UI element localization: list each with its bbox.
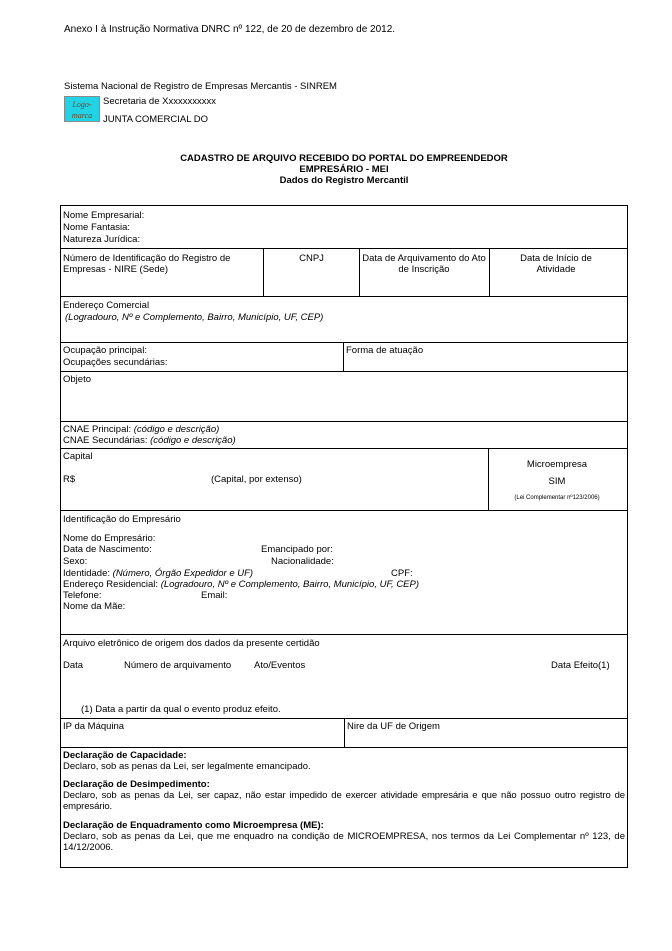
nire-uf-label: Nire da UF de Origem	[347, 721, 440, 732]
decl-capacidade-title: Declaração de Capacidade:	[63, 750, 187, 761]
junta-comercial: JUNTA COMERCIAL DO	[103, 114, 209, 125]
capital-extenso: (Capital, por extenso)	[211, 474, 302, 485]
title-line-2: EMPRESÁRIO - MEI	[299, 164, 389, 175]
logo-text-2: marca	[71, 111, 93, 120]
nire-label: Número de Identificação do Registro de Empresas - NIRE (Sede)	[63, 253, 231, 275]
lei-complementar-note: (Lei Complementar nº123/2006)	[514, 495, 600, 501]
endereco-residencial-label: Endereço Residencial:	[63, 579, 159, 590]
secretaria: Secretaria de Xxxxxxxxxxx	[103, 96, 216, 107]
ident-empresario-label: Identificação do Empresário	[63, 514, 181, 525]
endereco-comercial-label: Endereço Comercial	[63, 300, 150, 311]
decl-desimpedimento-text: Declaro, sob as penas da Lei, ser capaz, não estar impedido de exercer atividade empresária e que não possuo outro registro de empresário.	[63, 790, 625, 812]
data-nascimento-label: Data de Nascimento:	[63, 544, 152, 555]
annex-reference: Anexo I à Instrução Normativa DNRC nº 122, de 20 de dezembro de 2012.	[64, 24, 396, 35]
cnae-secundarias-value: (código e descrição)	[150, 435, 236, 446]
natureza-juridica-label: Natureza Jurídica:	[63, 234, 141, 245]
decl-desimpedimento-title: Declaração de Desimpedimento:	[63, 779, 210, 790]
cnae-principal-label: CNAE Principal:	[63, 424, 132, 435]
sexo-label: Sexo:	[63, 556, 88, 567]
arquivo-eletronico-label: Arquivo eletrônico de origem dos dados da presente certidão	[63, 638, 320, 649]
col-numero-arquivamento: Número de arquivamento	[124, 660, 232, 671]
identidade-value: (Número, Órgão Expedidor e UF)	[112, 568, 254, 579]
ip-maquina-label: IP da Máquina	[63, 721, 125, 732]
system-name: Sistema Nacional de Registro de Empresas Mercantis - SINREM	[64, 81, 337, 92]
cpf-label: CPF:	[391, 568, 413, 579]
cnae-secundarias	[63, 435, 236, 446]
data-inicio-label: Data de Início de Atividade	[520, 253, 592, 275]
logo-placeholder	[64, 96, 100, 122]
title-line-1: CADASTRO DE ARQUIVO RECEBIDO DO PORTAL DO EMPREENDEDOR	[180, 153, 508, 164]
ocupacao-principal-label: Ocupação principal:	[63, 345, 147, 356]
nome-fantasia-label: Nome Fantasia:	[63, 222, 131, 233]
endereco-comercial-detail: (Logradouro, Nº e Complemento, Bairro, Município, UF, CEP)	[65, 312, 324, 323]
title-line-3: Dados do Registro Mercantil	[279, 175, 409, 186]
rs-label: R$	[63, 474, 76, 485]
identidade	[63, 568, 253, 579]
cnae-principal-value: (código e descrição)	[133, 424, 220, 435]
capital-label: Capital	[63, 451, 93, 462]
decl-capacidade-text: Declaro, sob as penas da Lei, ser legalmente emancipado.	[63, 761, 311, 772]
col-ato-eventos: Ato/Eventos	[254, 660, 306, 671]
nacionalidade-label: Nacionalidade:	[271, 556, 334, 567]
decl-me-text: Declaro, sob as penas da Lei, que me enquadro na condição de MICROEMPRESA, nos termos da Lei Complementar nº 123, de 14/12/2006.	[63, 831, 625, 853]
endereco-residencial	[63, 579, 419, 590]
document-title	[60, 153, 628, 186]
cnae-secundarias-label: CNAE Secundárias:	[63, 435, 148, 446]
col-data-efeito: Data Efeito(1)	[551, 660, 610, 671]
microempresa-label: Microempresa	[526, 459, 588, 470]
data-arquivamento-label: Data de Arquivamento do Ato de Inscrição	[362, 253, 486, 275]
nome-empresario-label: Nome do Empresário:	[63, 533, 156, 544]
nome-empresarial-label: Nome Empresarial:	[63, 210, 145, 221]
cnae-principal	[63, 424, 219, 435]
logo-text-1: Logo-	[72, 100, 92, 109]
forma-atuacao-label: Forma de atuação	[346, 345, 424, 356]
registration-form	[60, 205, 628, 868]
emancipado-label: Emancipado por:	[261, 544, 333, 555]
cnpj-label: CNPJ	[299, 253, 324, 264]
col-data: Data	[63, 660, 84, 671]
nota-efeito: (1) Data a partir da qual o evento produz efeito.	[81, 704, 281, 715]
email-label: Email:	[201, 590, 228, 601]
ocupacoes-secundarias-label: Ocupações secundárias:	[63, 357, 168, 368]
decl-me-title: Declaração de Enquadramento como Microempresa (ME):	[63, 820, 324, 831]
endereco-residencial-value: (Logradouro, Nº e Complemento, Bairro, Município, UF, CEP)	[160, 579, 420, 590]
telefone-label: Telefone:	[63, 590, 102, 601]
nome-mae-label: Nome da Mãe:	[63, 601, 126, 612]
objeto-label: Objeto	[63, 374, 91, 385]
identidade-label: Identidade:	[63, 568, 111, 579]
microempresa-sim: SIM	[548, 476, 566, 487]
